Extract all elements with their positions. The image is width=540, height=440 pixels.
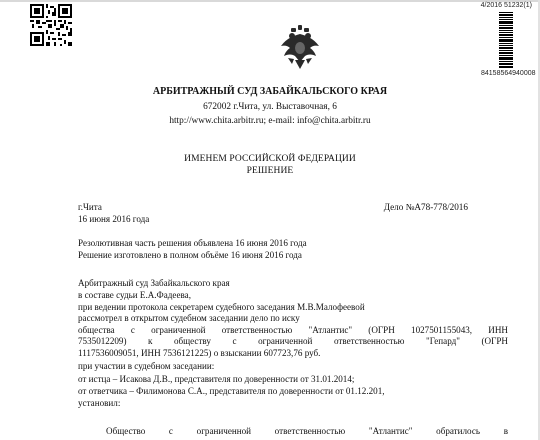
body-line-8: при участии в судебном заседании:	[78, 361, 215, 371]
coat-of-arms-emblem	[279, 24, 321, 70]
case-number: Дело №А78-778/2016	[383, 202, 468, 212]
body-line-11: установил:	[78, 398, 121, 408]
title-line-1: ИМЕНЕМ РОССИЙСКОЙ ФЕДЕРАЦИИ	[184, 154, 356, 164]
document-id: 4/2016 51232(1)	[480, 2, 532, 9]
court-name: АРБИТРАЖНЫЙ СУД ЗАБАЙКАЛЬСКОГО КРАЯ	[152, 86, 388, 97]
qr-code	[30, 4, 72, 46]
title-line-2: РЕШЕНИЕ	[246, 166, 294, 176]
decision-date: 16 июня 2016 года	[78, 214, 150, 224]
body-line-6: 7535012209) к обществу с ограниченной ответственностью "Гепард" (ОГРН	[78, 336, 508, 346]
body-line-4: рассмотрел в открытом судебном заседании дело по иску	[78, 313, 300, 323]
body-line-3: при ведении протокола секретарем судебного заседания М.В.Малофеевой	[78, 302, 365, 312]
body-line-5: общества с ограниченной ответственностью "Атлантис" (ОГРН 1027501155043, ИНН	[78, 325, 508, 335]
body-line-2: в составе судьи Е.А.Фадеева,	[78, 290, 191, 300]
decision-made: Решение изготовлено в полном объёме 16 июня 2016 года	[78, 250, 302, 260]
page-border-top	[0, 0, 540, 2]
city: г.Чита	[78, 202, 102, 212]
barcode	[499, 12, 513, 68]
court-address: 672002 г.Чита, ул. Выставочная, 6	[203, 102, 337, 112]
body-line-10: от ответчика – Филимонова С.А., представителя по доверенности от 01.12.201,	[78, 386, 385, 396]
barcode-number: 84158564940008	[481, 70, 536, 77]
court-contacts: http://www.chita.arbitr.ru; e-mail: info@chita.arbitr.ru	[169, 116, 371, 126]
resolution-announced: Резолютивная часть решения объявлена 16 июня 2016 года	[78, 238, 307, 248]
body-line-12: Общество с ограниченной ответственностью "Атлантис" обратилось в	[106, 426, 508, 436]
body-line-1: Арбитражный суд Забайкальского края	[78, 278, 230, 288]
body-line-7: 1117536009051, ИНН 7536121225) о взыскании 607723,76 руб.	[78, 348, 321, 358]
body-line-9: от истца – Исакова Д.В., представителя по доверенности от 31.01.2014;	[78, 374, 355, 384]
